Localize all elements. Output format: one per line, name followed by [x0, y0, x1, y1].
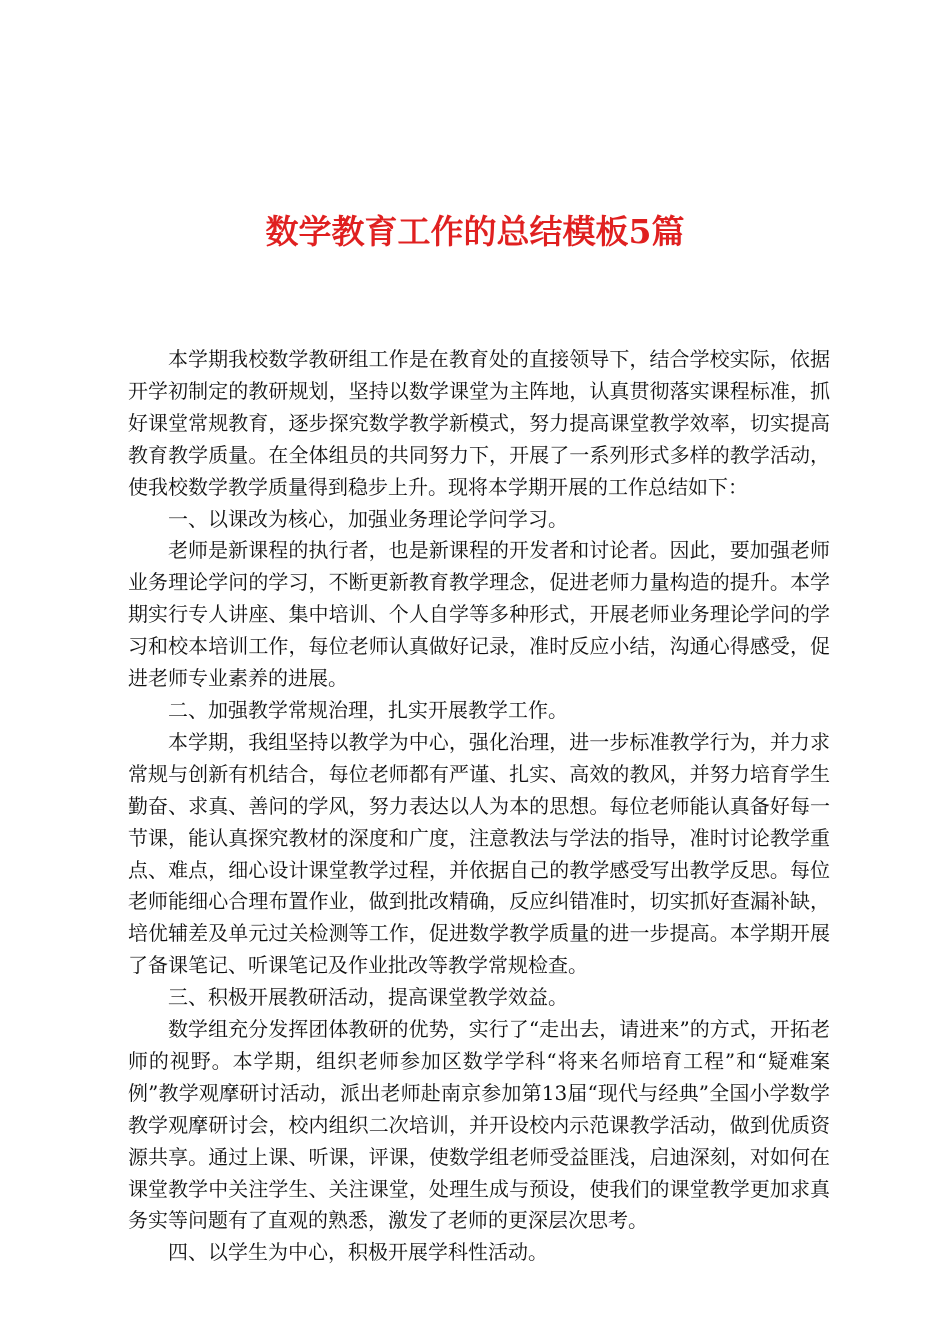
document-body [128, 344, 830, 1269]
paragraph-section-2: 本学期，我组坚持以教学为中心，强化治理，进一步标准教学行为，并力求常规与创新有机结合，每位老师都有严谨、扎实、高效的教风，并努力培育学生勤奋、求真、善问的学风，努力表达以人为本的思想。每位老师能认真备好每一节课，能认真探究教材的深度和广度，注意教法与学法的指导，准时讨论教学重点、难点，细心设计课堂教学过程，并依据自己的教学感受写出教学反思。每位老师能细心合理布置作业，做到批改精确，反应纠错准时，切实抓好查漏补缺，培优辅差及单元过关检测等工作，促进数学教学质量的进一步提高。本学期开展了备课笔记、听课笔记及作业批改等教学常规检查。 [128, 729, 830, 978]
section-heading-4: 四、以学生为中心，积极开展学科性活动。 [168, 1240, 548, 1265]
section-heading-2: 二、加强教学常规治理，扎实开展教学工作。 [168, 697, 568, 722]
section-heading-3: 三、积极开展教研活动，提高课堂教学效益。 [168, 985, 568, 1010]
paragraph-section-1: 老师是新课程的执行者，也是新课程的开发者和讨论者。因此，要加强老师业务理论学问的学习，不断更新教育教学理念，促进老师力量构造的提升。本学期实行专人讲座、集中培训、个人自学等多种形式，开展老师业务理论学问的学习和校本培训工作，每位老师认真做好记录，准时反应小结，沟通心得感受，促进老师专业素养的进展。 [128, 538, 830, 691]
section-heading-1: 一、以课改为核心，加强业务理论学问学习。 [168, 506, 568, 531]
document-title: 数学教育工作的总结模板5篇 [265, 212, 685, 251]
paragraph-section-3: 数学组充分发挥团体教研的优势，实行了“走出去，请进来”的方式，开拓老师的视野。本学期，组织老师参加区数学学科“将来名师培育工程”和“疑难案例”教学观摩研讨活动，派出老师赴南京参加第13届“现代与经典”全国小学数学教学观摩研讨会，校内组织二次培训，并开设校内示范课教学活动，做到优质资源共享。通过上课、听课，评课，使数学组老师受益匪浅，启迪深刻，对如何在课堂教学中关注学生、关注课堂，处理生成与预设，使我们的课堂教学更加求真务实等问题有了直观的熟悉，激发了老师的更深层次思考。 [128, 1017, 830, 1233]
paragraph-intro: 本学期我校数学教研组工作是在教育处的直接领导下，结合学校实际，依据开学初制定的教研规划，坚持以数学课堂为主阵地，认真贯彻落实课程标准，抓好课堂常规教育，逐步探究数学教学新模式，努力提高课堂教学效率，切实提高教育教学质量。在全体组员的共同努力下，开展了一系列形式多样的教学活动，使我校数学教学质量得到稳步上升。现将本学期开展的工作总结如下： [128, 347, 830, 499]
